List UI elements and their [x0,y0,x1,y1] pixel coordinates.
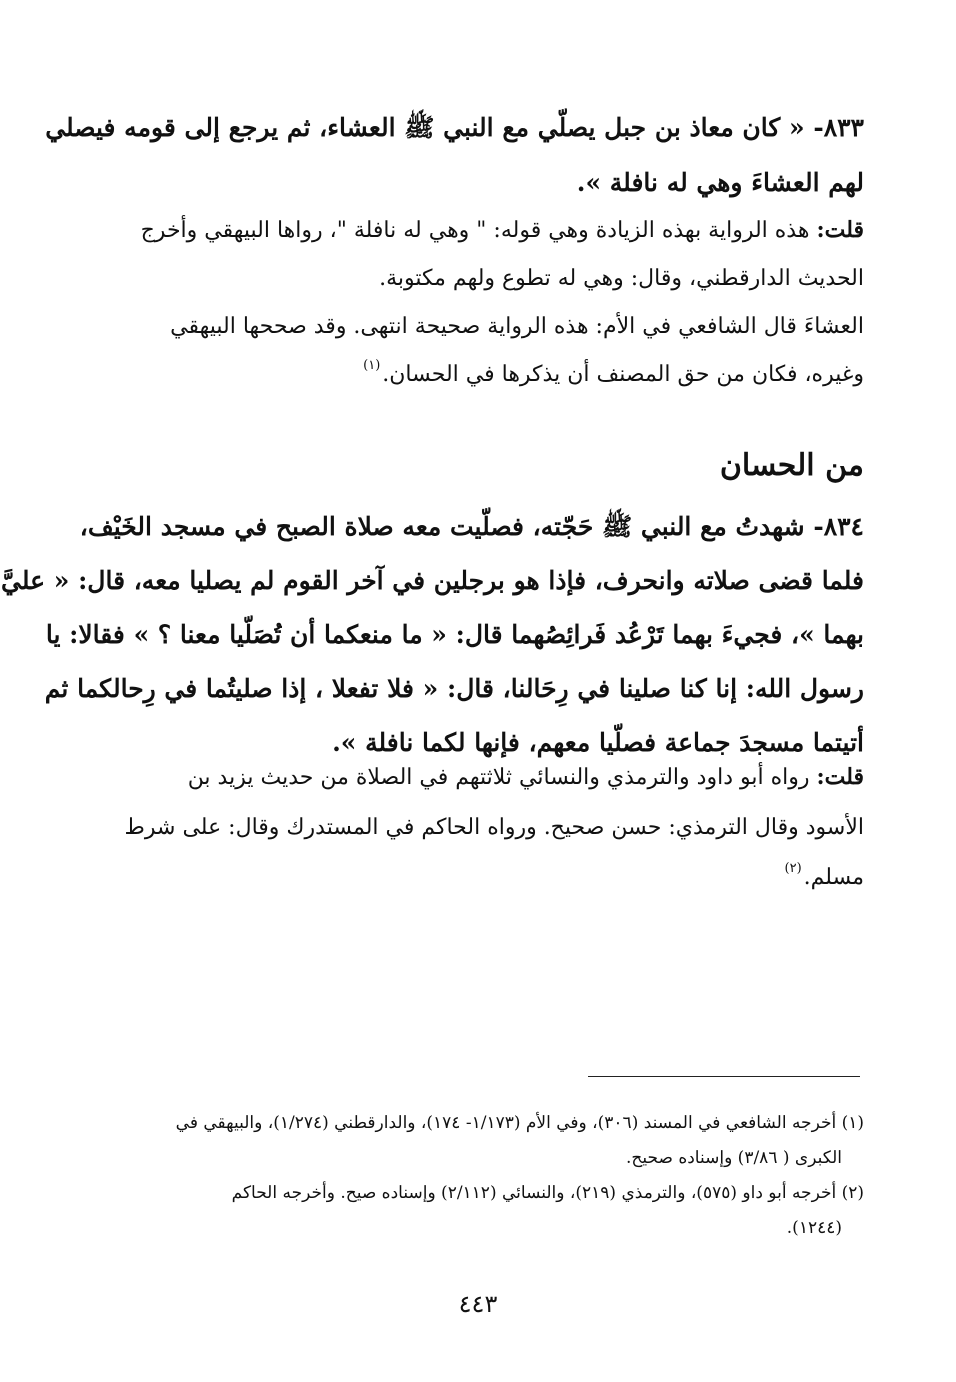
hadith-834-line-5: أتيتما مسجدَ جماعة فصلّيا معهم، فإنها لكما نافلة ». [332,728,864,757]
section-heading: من الحسان [719,448,864,483]
comment-834-line-3 [88,853,864,906]
hadith-834-line-2: فلما قضى صلاته وانحرف، فإذا هو برجلين في آخر القوم لم يصليا معه، قال: « عليَّ [1,566,864,595]
footnote-1-line-2: الكبرى ( ٣/٨٦) وإسناده صحيح. [626,1148,842,1168]
footnote-separator [588,1076,860,1077]
comment-834-text-1: رواه أبو داود والترمذي والنسائي ثلاثتهم في الصلاة من حديث يزيد بن [187,765,817,790]
hadith-834-line-3: بهما »، فجيءَ بهما تَرْعُد فَرائِصُهما قال: « ما منعكما أن تُصَلّيا معنا ؟ » فقالا: يا [45,620,864,649]
comment-833-line-3: العشاءَ قال الشافعي في الأم: هذه الرواية صحيحة انتهى. وقد صححها البيهقي [170,314,864,339]
comment-834-line-2: الأسود وقال الترمذي: حسن صحيح. ورواه الحاكم في المستدرك وقال: على شرط [124,815,864,840]
footnotes [88,1106,864,1246]
comment-833-text-4: وغيره، فكان من حق المصنف أن يذكرها في الحسان. [382,362,864,387]
hadith-834-text [1,500,864,770]
hadith-833-text [45,100,864,210]
footnote-2-line-2: (١٢٤٤). [786,1218,842,1238]
comment-834-text-3: مسلم. [803,865,864,890]
comment-lead: قلت: [816,217,864,243]
comment-833-line-1 [88,206,864,255]
comment-lead: قلت: [816,764,864,790]
hadith-833-line-2: لهم العشاءَ وهي له نافلة ». [576,168,864,197]
comment-833-text-1: هذه الرواية بهذه الزيادة وهي قوله: " وهي له نافلة "، رواها البيهقي وأخرج [140,218,817,243]
footnote-ref-1: (١) [363,358,381,373]
comment-833-line-4 [88,351,864,402]
hadith-834-line-4: رسول الله: إنا كنا صلينا في رِحَالنا، قال: « فلا تفعلا ، إذا صليتُما في رِحالكما ثم [44,674,864,703]
comment-834-line-1 [88,752,864,803]
footnote-ref-2: (٢) [784,861,802,876]
footnote-2-line-1: (٢) أخرجه أبو داو (٥٧٥)، والترمذي (٢١٩)، والنسائي (٢/١١٢) وإسناده صيح. وأخرجه الحاكم [231,1183,864,1203]
page-number: ٤٤٣ [458,1290,498,1318]
footnote-1-line-1: (١) أخرجه الشافعي في المسند (٣٠٦)، وفي الأم (١/١٧٣- ١٧٤)، والدارقطني (١/٢٧٤)، والبيهقي في [175,1113,864,1133]
hadith-834-comment [88,752,864,906]
hadith-833-comment [88,206,864,402]
comment-833-line-2: الحديث الدارقطني، وقال: وهي له تطوع ولهم مكتوبة. [379,266,864,291]
hadith-834-line-1: ٨٣٤- شهدتُ مع النبي ﷺ حَجّته، فصلّيت معه صلاة الصبح في مسجد الخَيْف، [79,512,864,541]
hadith-833-line-1: ٨٣٣- « كان معاذ بن جبل يصلّي مع النبي ﷺ العشاء، ثم يرجع إلى قومه فيصلي [45,113,864,142]
